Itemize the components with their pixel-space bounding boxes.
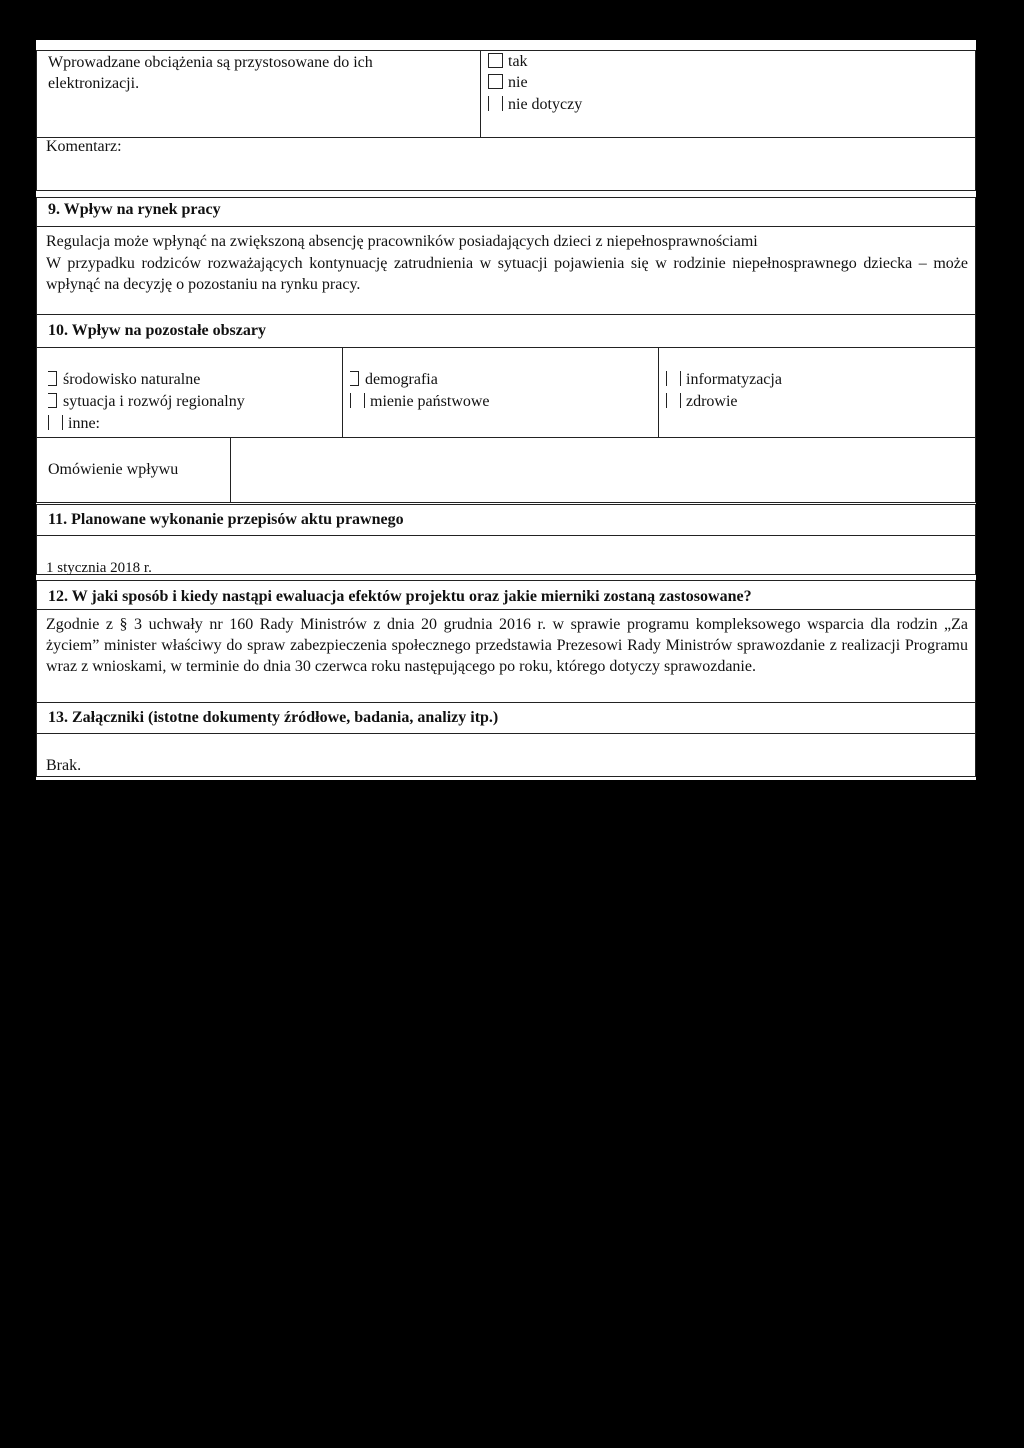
section11-body (36, 535, 976, 575)
checkbox-icon[interactable] (488, 96, 503, 111)
section13-title: 13. Załączniki (istotne dokumenty źródłowe, badania, analizy itp.) (48, 709, 499, 726)
section9-title: 9. Wpływ na rynek pracy (48, 201, 221, 218)
option-nie[interactable]: nie (488, 73, 528, 93)
checkbox-icon[interactable] (488, 74, 503, 89)
checkbox-icon[interactable] (666, 393, 681, 408)
option-srodowisko[interactable]: środowisko naturalne (48, 370, 200, 390)
section10-title: 10. Wpływ na pozostałe obszary (48, 322, 266, 339)
option-mienie-panstwowe[interactable]: mienie państwowe (350, 392, 490, 412)
option-nie-dotyczy[interactable]: nie dotyczy (488, 95, 582, 115)
checkbox-icon[interactable] (350, 393, 365, 408)
option-zdrowie[interactable]: zdrowie (666, 392, 738, 412)
section12-title: 12. W jaki sposób i kiedy nastąpi ewaluacja efektów projektu oraz jakie mierniki zostaną zastosowane? (48, 588, 752, 605)
checkbox-icon[interactable] (48, 393, 57, 408)
section12-text: Zgodnie z § 3 uchwały nr 160 Rady Ministrów z dnia 20 grudnia 2016 r. w sprawie programu kompleksowego wsparcia dla rodzin „Za życiem” minister właściwy do spraw zabezpieczenia społecznego przedstawia Prezesowi Rady Ministrów sprawozdanie z realizacji Programu wraz z wnioskami, w terminie do dnia 30 czerwca roku następującego po roku, którego dotyczy sprawozdanie. (46, 616, 968, 675)
section13-value: Brak. (46, 757, 82, 774)
checkbox-icon[interactable] (488, 53, 503, 68)
document-sheet (36, 40, 976, 780)
section8-divider (480, 50, 481, 138)
option-informatyzacja[interactable]: informatyzacja (666, 370, 782, 390)
option-demografia[interactable]: demografia (350, 370, 438, 390)
section9-text: W przypadku rodziców rozważających kontynuację zatrudnienia w sytuacji pojawienia się w rodzinie niepełnosprawnego dziecka – może wpłynąć na decyzję o pozostaniu na rynku pracy. (46, 255, 968, 293)
section9-line1: Regulacja może wpłynąć na zwiększoną absencję pracowników posiadających dzieci z niepełnosprawnościami (46, 233, 758, 250)
section11-title: 11. Planowane wykonanie przepisów aktu prawnego (48, 511, 404, 528)
option-sytuacja-regionalna[interactable]: sytuacja i rozwój regionalny (48, 392, 245, 412)
section13-body (36, 733, 976, 777)
section11-value: 1 stycznia 2018 r. (46, 560, 152, 576)
comment-label: Komentarz: (46, 138, 122, 155)
option-tak[interactable]: tak (488, 52, 528, 72)
checkbox-icon[interactable] (350, 371, 359, 386)
section10-divider-2 (658, 347, 659, 438)
comment-row (36, 137, 976, 191)
checkbox-icon[interactable] (48, 371, 57, 386)
discussion-label: Omówienie wpływu (48, 461, 179, 478)
checkbox-icon[interactable] (48, 415, 63, 430)
checkbox-icon[interactable] (666, 371, 681, 386)
discussion-divider (230, 437, 231, 503)
section10-divider-1 (342, 347, 343, 438)
section8-question: Wprowadzane obciążenia są przystosowane do ich elektronizacji. (48, 54, 373, 92)
option-inne[interactable]: inne: (48, 414, 100, 434)
